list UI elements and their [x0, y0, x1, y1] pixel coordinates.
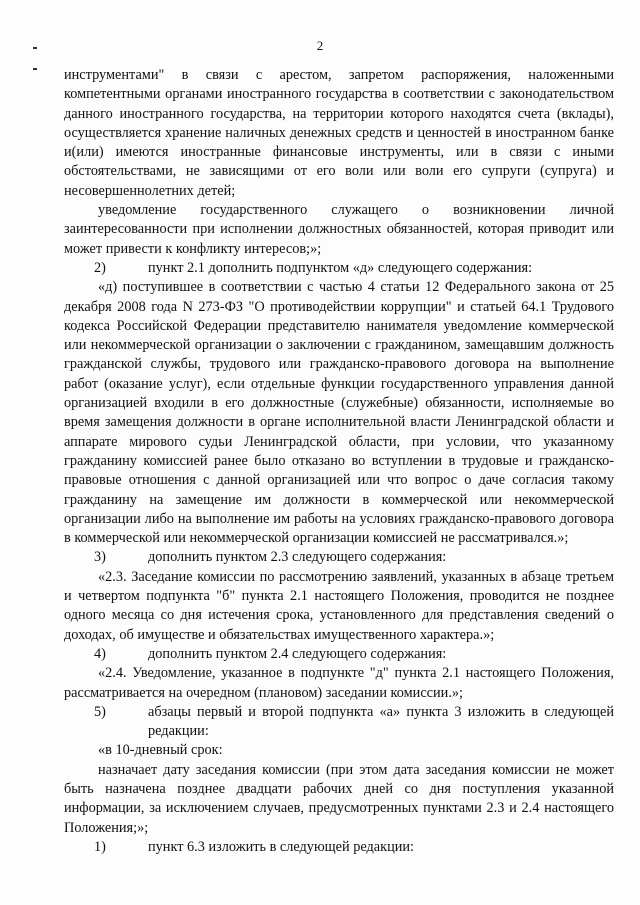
paragraph: «д) поступившее в соответствии с частью 4 статьи 12 Федерального закона от 25 декабря 2008 года N 273-ФЗ "О противодействии коррупции" и статьей 64.1 Трудового кодекса Российской Федерации представителю нанимателя уведомление коммерческой или некоммерческой организации о заключении с гражданином, замещавшим должность гражданской службы, трудового или гражданско-правового договора на выполнение работ (оказание услуг), если отдельные функции государственного управления данной организацией входили в его должностные (служебные) обязанности, исполняемые во время замещения должности в органе исполнительной власти Ленинградской области и аппарате мирового судьи Ленинградской области, при условии, что указанному гражданину комиссией ранее было отказано во вступлении в трудовые и гражданско-правовые отношения с данной организацией или что вопрос о даче согласия такому гражданину на замещение им должности в коммерческой или некоммерческой организации либо на выполнение им работы на условиях гражданско-правового договора в коммерческой или некоммерческой организации комиссией не рассматривался.»; [64, 279, 614, 547]
numbered-item [64, 259, 614, 278]
item-number: 5) [94, 703, 106, 720]
item-text: дополнить пунктом 2.4 следующего содержания: [148, 645, 447, 662]
paragraph: «2.3. Заседание комиссии по рассмотрению заявлений, указанных в абзаце третьем и четвертом подпункта "б" пункта 2.1 настоящего Положения, проводится не позднее одного месяца со дня истечения срока, установленного для представления сведений о доходах, об имуществе и обязательствах имущественного характера.»; [64, 568, 614, 643]
paragraph: «в 10-дневный срок: [98, 742, 223, 759]
paragraph: назначает дату заседания комиссии (при этом дата заседания комиссии не может быть назначена позднее двадцати рабочих дней со дня поступления указанной информации, за исключением случаев, предусмотренных пунктами 2.3 и 2.4 настоящего Положения;»; [64, 761, 614, 836]
item-text: абзацы первый и второй подпункта «а» пункта 3 изложить в следующей редакции: [148, 703, 614, 740]
item-text: пункт 6.3 изложить в следующей редакции: [148, 838, 415, 855]
paragraph: инструментами" в связи с арестом, запретом распоряжения, наложенными компетентными органами иностранного государства в соответствии с законодательством данного иностранного государства, на территории которого находятся счета (вклады), осуществляется хранение наличных денежных средств и ценностей в иностранном банке и(или) имеются иностранные финансовые инструменты, или в связи с иными обстоятельствами, не зависящими от его воли или воли его супруги (супруга) и несовершеннолетних детей; [64, 67, 614, 199]
item-text: дополнить пунктом 2.3 следующего содержания: [148, 549, 447, 566]
numbered-item [64, 703, 614, 742]
item-number: 3) [94, 549, 106, 566]
numbered-item [64, 548, 614, 567]
item-number: 4) [94, 645, 106, 662]
item-text: пункт 2.1 дополнить подпунктом «д» следующего содержания: [148, 259, 533, 276]
numbered-item [64, 838, 614, 857]
paragraph: «2.4. Уведомление, указанное в подпункте "д" пункта 2.1 настоящего Положения, рассматривается на очередном (плановом) заседании комиссии.»; [64, 665, 614, 701]
scan-mark [33, 68, 37, 70]
document-body [64, 66, 614, 857]
item-number: 2) [94, 259, 106, 276]
page-number: 2 [316, 38, 324, 53]
numbered-item [64, 645, 614, 664]
item-number: 1) [94, 838, 106, 855]
paragraph: уведомление государственного служащего о возникновении личной заинтересованности при исполнении должностных обязанностей, которая приводит или может привести к конфликту интересов;»; [64, 202, 614, 257]
